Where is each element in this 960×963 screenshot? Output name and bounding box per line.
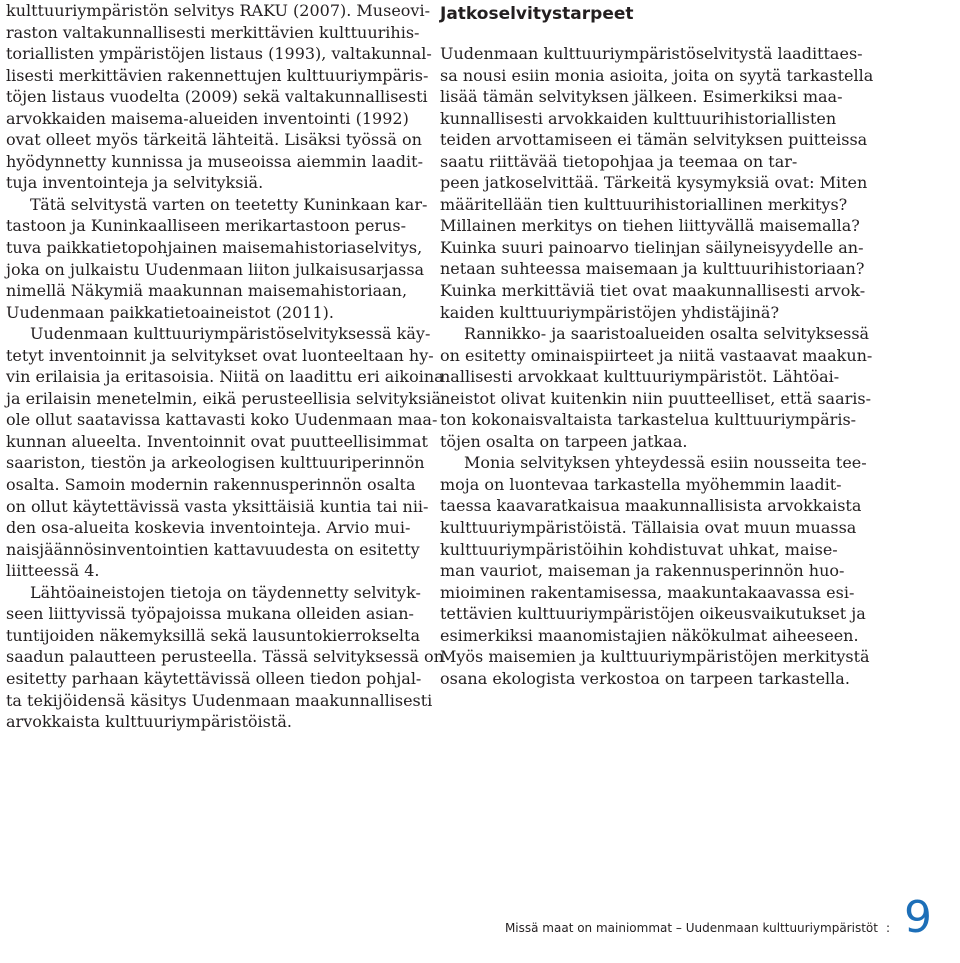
body-text-line: arvokkaiden maisema-alueiden inventointi (1992) (6, 108, 409, 128)
paragraph-first-line: Uudenmaan kulttuuriympäristöselvityksessä käy- (30, 324, 431, 344)
right-column (440, 4, 874, 689)
body-text-line: ta tekijöidensä käsitys Uudenmaan maakunnallisesti (6, 690, 433, 710)
body-text-line: neistot olivat kuitenkin niin puutteelliset, että saaris- (440, 388, 871, 408)
body-text-line: seen liittyvissä työpajoissa mukana olleiden asian- (6, 604, 414, 624)
body-text-line: man vauriot, maiseman ja rakennusperinnön huo- (440, 561, 845, 581)
body-text-line: lisää tämän selvityksen jälkeen. Esimerkiksi maa- (440, 87, 843, 107)
body-text-line: kunnan alueelta. Inventoinnit ovat puutteellisimmat (6, 431, 428, 451)
body-text-line: Millainen merkitys on tiehen liittyvällä maisemalla? (440, 216, 860, 236)
body-text-line: mioiminen rakentamisessa, maakuntakaavassa esi- (440, 582, 855, 602)
body-text-line: arvokkaista kulttuuriympäristöistä. (6, 712, 292, 732)
body-text-line: kulttuuriympäristöihin kohdistuvat uhkat, maise- (440, 539, 838, 559)
body-text-line: raston valtakunnallisesti merkittävien kulttuurihis- (6, 22, 420, 42)
body-text-line: moja on luontevaa tarkastella myöhemmin laadit- (440, 474, 842, 494)
body-text-line: vin erilaisia ja eritasoisia. Niitä on laadittu eri aikoina (6, 367, 444, 387)
body-text-line: tetyt inventoinnit ja selvitykset ovat luonteeltaan hy- (6, 345, 434, 365)
body-text-line: teiden arvottamiseen ei tämän selvityksen puitteissa (440, 130, 868, 150)
paragraph-first-line: Tätä selvitystä varten on teetetty Kuninkaan kar- (30, 194, 428, 214)
body-text-line: Kuinka suuri painoarvo tielinjan säilyneisyydelle an- (440, 237, 864, 257)
body-text-line: toriallisten ympäristöjen listaus (1993), valtakunnal- (6, 44, 432, 64)
body-text-line: peen jatkoselvittää. Tärkeitä kysymyksiä ovat: Miten (440, 173, 868, 193)
body-text-line: osana ekologista verkostoa on tarpeen tarkastella. (440, 668, 850, 688)
left-column (6, 0, 444, 733)
body-text-line: lisesti merkittävien rakennettujen kulttuuriympäris- (6, 65, 429, 85)
body-text-line: määritellään tien kulttuurihistoriallinen merkitys? (440, 194, 848, 214)
body-text-line: saatu riittävää tietopohjaa ja teemaa on tar- (440, 151, 798, 171)
body-text-line: on esitetty ominaispiirteet ja niitä vastaavat maakun- (440, 345, 873, 365)
body-text-line: joka on julkaistu Uudenmaan liiton julkaisusarjassa (6, 259, 425, 279)
body-text-line: saariston, tiestön ja arkeologisen kulttuuriperinnön (6, 453, 425, 473)
body-text-line: osalta. Samoin modernin rakennusperinnön osalta (6, 475, 416, 495)
body-text-line: on ollut käytettävissä vasta yksittäisiä kuntia tai nii- (6, 496, 429, 516)
body-text-line: kaiden kulttuuriympäristöjen yhdistäjinä? (440, 302, 780, 322)
body-text-line: sa nousi esiin monia asioita, joita on syytä tarkastella (440, 65, 874, 85)
body-text-line: tuva paikkatietopohjainen maisemahistoriaselvitys, (6, 238, 423, 258)
body-text-line: kulttuuriympäristöistä. Tällaisia ovat muun muassa (440, 518, 857, 538)
body-text-line: Kuinka merkittäviä tiet ovat maakunnallisesti arvok- (440, 281, 866, 301)
paragraph-first-line: Lähtöaineistojen tietoja on täydennetty selvityk- (30, 582, 421, 602)
body-text-line: esimerkiksi maanomistajien näkökulmat aiheeseen. (440, 625, 859, 645)
body-text-line: ja erilaisin menetelmin, eikä perusteellisia selvityksiä (6, 388, 441, 408)
body-text-line: saadun palautteen perusteella. Tässä selvityksessä on (6, 647, 444, 667)
body-text-line: kunnallisesti arvokkaiden kulttuurihistoriallisten (440, 108, 837, 128)
body-text-line: ole ollut saatavissa kattavasti koko Uudenmaan maa- (6, 410, 438, 430)
body-text-line: nallisesti arvokkaat kulttuuriympäristöt. Lähtöai- (440, 367, 840, 387)
footer-title: Missä maat on mainiommat – Uudenmaan kulttuuriympäristöt (504, 921, 878, 935)
body-text-line: töjen osalta on tarpeen jatkaa. (440, 431, 688, 451)
body-text-line: tastoon ja Kuninkaalliseen merikartastoon perus- (6, 216, 406, 236)
paragraph-first-line: Rannikko- ja saaristoalueiden osalta selvityksessä (464, 324, 870, 344)
body-text-line: Uudenmaan kulttuuriympäristöselvitystä laadittaes- (440, 44, 863, 63)
body-text-line: hyödynnetty kunnissa ja museoissa aiemmin laadit- (6, 151, 423, 171)
body-text-line: ton kokonaisvaltaista tarkastelua kulttuuriympäris- (440, 410, 857, 430)
section-heading: Jatkoselvitystarpeet (440, 4, 634, 24)
body-text-line: den osa-alueita koskevia inventointeja. Arvio mui- (6, 518, 411, 538)
body-text-line: esitetty parhaan käytettävissä olleen tiedon pohjal- (6, 668, 422, 688)
body-text-line: taessa kaavaratkaisua maakunnallisista arvokkaista (440, 496, 862, 516)
page-number: 9 (904, 892, 932, 943)
body-text-line: Uudenmaan paikkatietoaineistot (2011). (6, 302, 334, 322)
body-text-line: netaan suhteessa maisemaan ja kulttuurihistoriaan? (440, 259, 865, 279)
body-text-line: tettävien kulttuuriympäristöjen oikeusvaikutukset ja (440, 604, 866, 624)
body-text-line: Myös maisemien ja kulttuuriympäristöjen merkitystä (440, 647, 870, 667)
body-text-line: töjen listaus vuodelta (2009) sekä valtakunnallisesti (6, 87, 428, 107)
paragraph-first-line: Monia selvityksen yhteydessä esiin nousseita tee- (464, 453, 867, 473)
footer-separator: : (885, 921, 890, 935)
body-text-line: ovat olleet myös tärkeitä lähteitä. Lisäksi työssä on (6, 130, 422, 150)
body-text-line: tuntijoiden näkemyksillä sekä lausuntokierrokselta (6, 625, 421, 645)
body-text-line: naisjäännösinventointien kattavuudesta on esitetty (6, 539, 420, 559)
body-text-line: liitteessä 4. (6, 561, 100, 581)
page-footer (504, 892, 932, 943)
body-text-line: nimellä Näkymiä maakunnan maisemahistoriaan, (6, 281, 408, 301)
body-text-line: kulttuuriympäristön selvitys RAKU (2007). Museovi- (6, 1, 430, 20)
body-text-line: tuja inventointeja ja selvityksiä. (6, 173, 264, 193)
